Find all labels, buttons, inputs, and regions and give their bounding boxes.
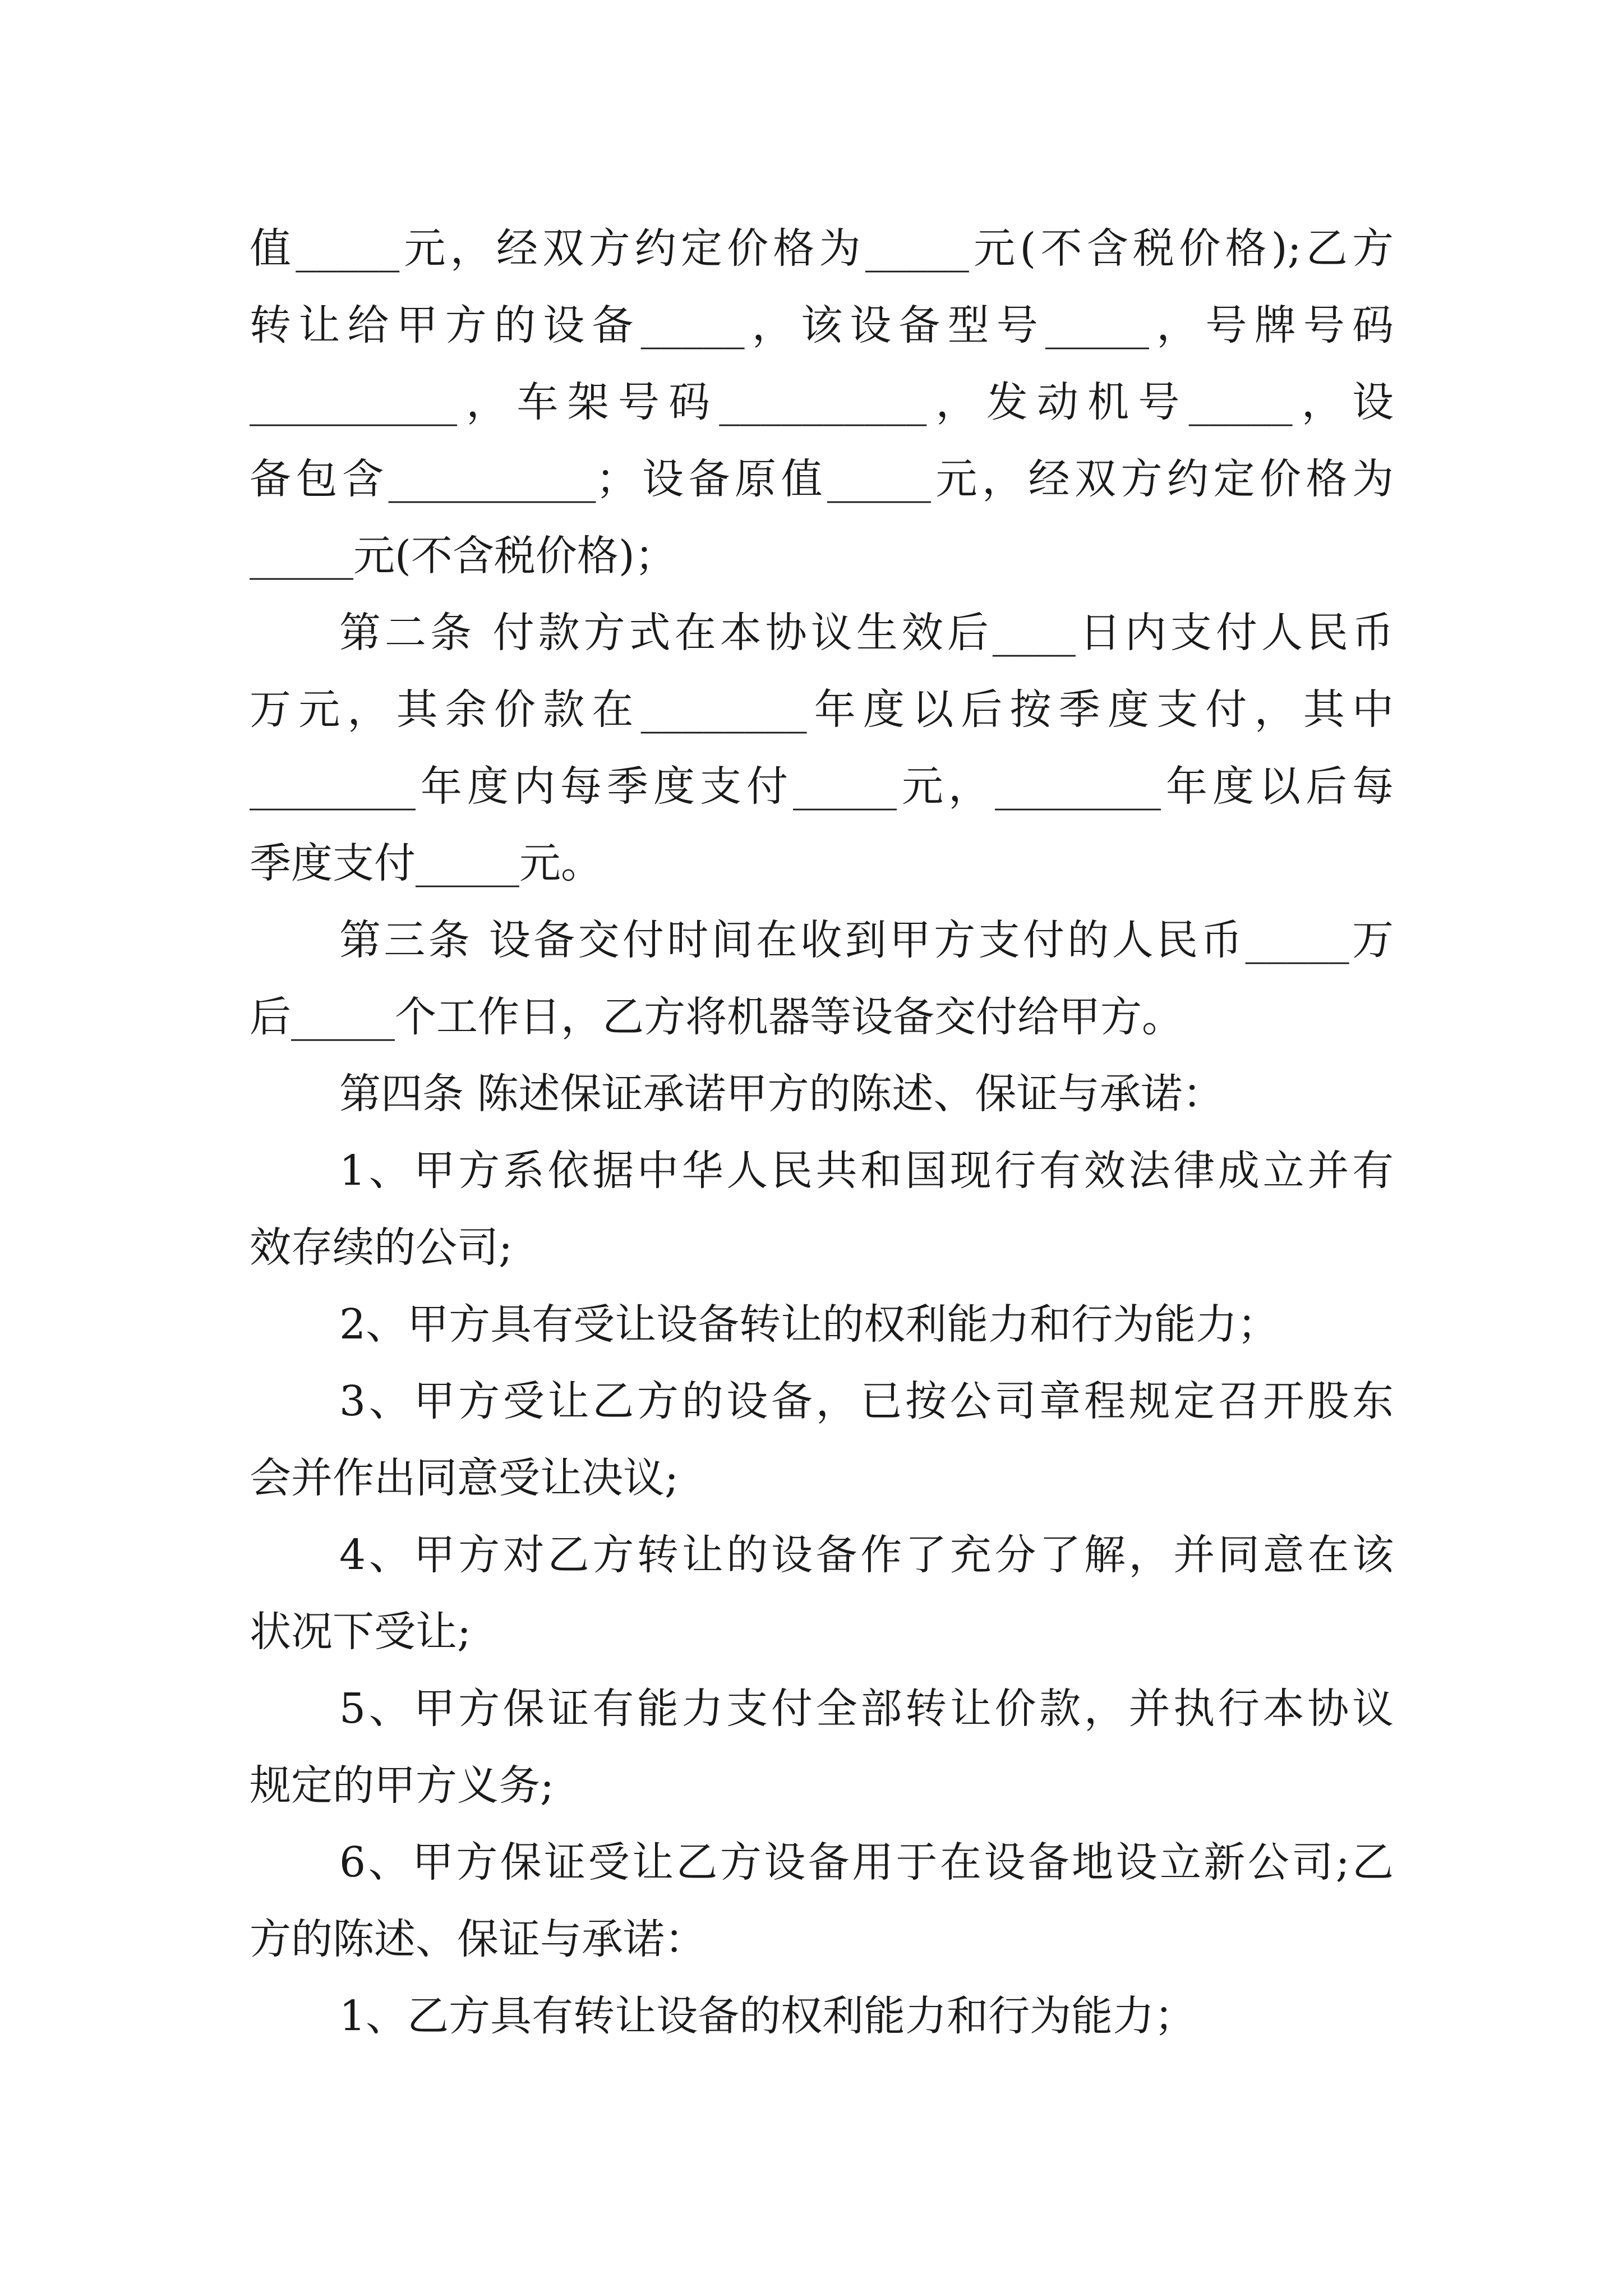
text-line [250, 1440, 1394, 1517]
text-line [250, 1209, 1394, 1286]
text-line-content: 5、甲方保证有能力支付全部转让价款，并执行本协议 [339, 1685, 1394, 1733]
list-item-line [250, 1671, 1394, 1747]
text-line [250, 1901, 1394, 1978]
text-line-content: 3、甲方受让乙方的设备，已按公司章程规定召开股东 [339, 1377, 1394, 1425]
text-line [250, 825, 1394, 902]
clause-3-heading-line [250, 902, 1394, 979]
text-line [250, 671, 1394, 748]
text-line [250, 287, 1394, 364]
text-line-content: 规定的甲方义务; [250, 1761, 554, 1810]
text-line-content: 万元，其余价款在________年度以后按季度支付，其中 [250, 685, 1394, 734]
text-line-content: 第二条 付款方式在本协议生效后____日内支付人民币 [339, 609, 1394, 657]
text-line-content: ________年度内每季度支付_____元，________年度以后每 [250, 762, 1394, 811]
text-line-content: 第三条 设备交付时间在收到甲方支付的人民币_____万 [339, 916, 1394, 964]
text-line-content: 第四条 陈述保证承诺甲方的陈述、保证与承诺： [339, 1070, 1224, 1118]
text-line-content: 值_____元，经双方约定价格为_____元(不含税价格);乙方 [250, 224, 1394, 273]
text-line [250, 748, 1394, 825]
text-line-content: 1、乙方具有转让设备的权利能力和行为能力； [339, 1992, 1196, 2040]
list-item-line [250, 1286, 1394, 1363]
clause-4-heading-line [250, 1056, 1394, 1133]
text-line-content: 效存续的公司; [250, 1223, 513, 1272]
text-line [250, 979, 1394, 1056]
text-line-content: _____元(不含税价格)； [250, 532, 676, 580]
list-item-line [250, 1517, 1394, 1594]
text-line-content: 转让给甲方的设备_____，该设备型号_____，号牌号码 [250, 301, 1394, 349]
text-line-content: 6、甲方保证受让乙方设备用于在设备地设立新公司;乙 [339, 1838, 1394, 1887]
text-line-content: 会并作出同意受让决议; [250, 1454, 679, 1502]
text-line [250, 210, 1394, 287]
text-line [250, 364, 1394, 441]
text-line-content: __________，车架号码__________，发动机号_____，设 [250, 378, 1394, 426]
text-line-content: 状况下受让; [250, 1608, 471, 1656]
text-line [250, 1594, 1394, 1671]
list-item-line [250, 1133, 1394, 1209]
text-line-content: 备包含__________；设备原值_____元，经双方约定价格为 [250, 455, 1394, 503]
text-line-content: 后_____个工作日，乙方将机器等设备交付给甲方。 [250, 993, 1183, 1041]
text-line [250, 441, 1394, 518]
text-line [250, 1747, 1394, 1824]
list-item-line [250, 1363, 1394, 1440]
list-item-line [250, 1978, 1394, 2055]
document-body [250, 210, 1394, 2055]
text-line-content: 1、甲方系依据中华人民共和国现行有效法律成立并有 [339, 1147, 1394, 1195]
text-line [250, 518, 1394, 595]
text-line-content: 方的陈述、保证与承诺： [250, 1915, 706, 1963]
text-line-content: 4、甲方对乙方转让的设备作了充分了解，并同意在该 [339, 1531, 1394, 1579]
clause-2-heading-line [250, 595, 1394, 671]
text-line-content: 2、甲方具有受让设备转让的权利能力和行为能力； [339, 1300, 1279, 1349]
list-item-line [250, 1824, 1394, 1901]
text-line-content: 季度支付_____元。 [250, 839, 602, 887]
